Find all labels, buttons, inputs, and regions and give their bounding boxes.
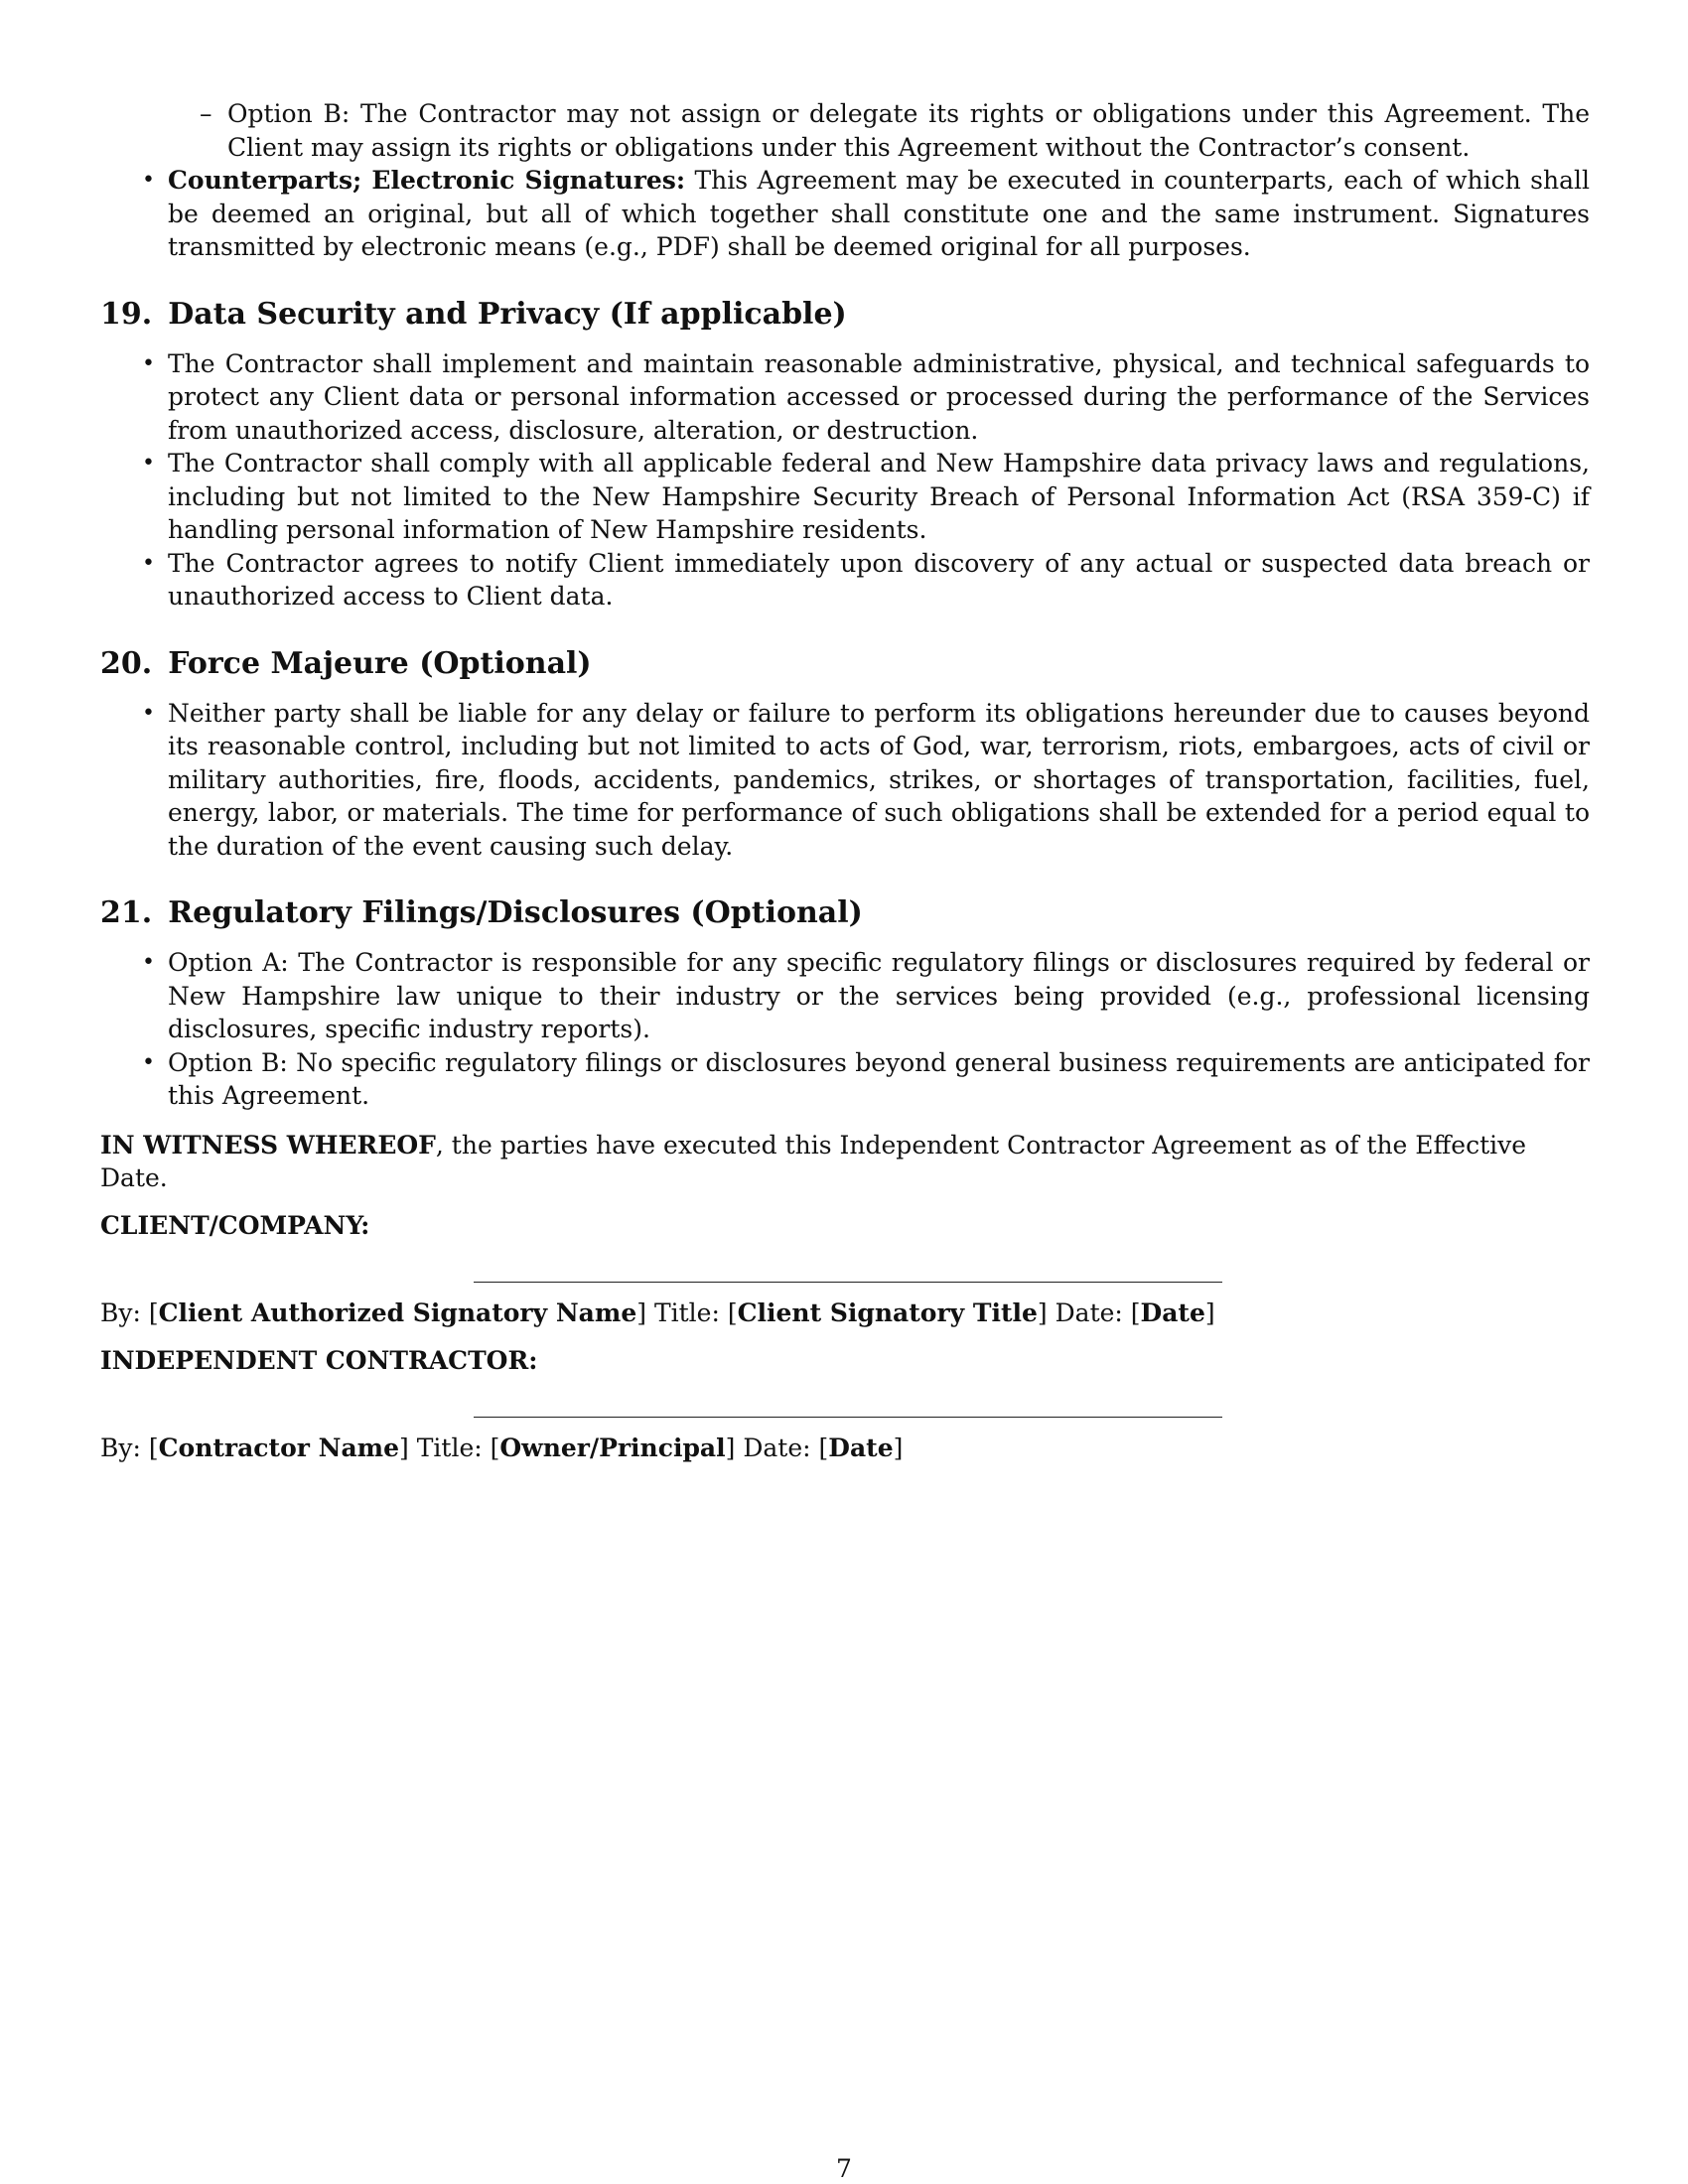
client-label: CLIENT/COMPANY: [100,1210,370,1240]
section-title: Regulatory Filings/Disclosures (Optional) [168,895,863,930]
date-label: Date: [735,1433,819,1462]
counterparts-text: This Agreement may be executed in counterparts, each of which shall be deemed an original, but all of which together shall constitute one and the same instrument. Signatures transmitted by electronic means (e.g., PDF) shall be deemed original for all purposes. [168,166,1590,261]
page-number: 7 [836,2154,852,2183]
bullet-marker: • [142,350,155,376]
date-label: Date: [1047,1298,1131,1327]
list-item [142,547,1590,614]
section-heading-21 [100,892,1590,934]
list-item-text: Option A: The Contractor is responsible for any specific regulatory filings or disclosures required by federal or New Hampshire law unique to their industry or the services being provided (e.g., professional licensing disclosures, specific industry reports). [168,948,1590,1043]
general-provisions-list [100,164,1590,264]
section-number: 19. [100,296,153,332]
witness-bold: IN WITNESS WHEREOF [100,1130,436,1160]
title-label: Title: [408,1433,491,1462]
list-item [142,164,1590,264]
section-20-list [100,697,1590,864]
section-heading-20 [100,643,1590,685]
witness-text: , the parties have executed this Independent Contractor Agreement as of the Effective Date. [100,1130,1527,1192]
section-heading-19 [100,294,1590,336]
section-number: 21. [100,895,153,930]
client-signatory-name: Client Authorized Signatory Name [158,1298,637,1327]
list-item [142,1046,1590,1113]
section-title: Data Security and Privacy (If applicable) [168,296,847,332]
contractor-label: INDEPENDENT CONTRACTOR: [100,1345,538,1375]
list-item [142,447,1590,547]
section-19-list [100,347,1590,614]
document-page [100,97,1590,1465]
list-item [142,347,1590,448]
contractor-name: Contractor Name [158,1433,400,1462]
list-item [142,697,1590,864]
title-label: Title: [646,1298,728,1327]
list-item-text: The Contractor agrees to notify Client immediately upon discovery of any actual or suspected data breach or unauthorized access to Client data. [168,548,1590,611]
section-title: Force Majeure (Optional) [168,645,592,681]
by-label: By: [100,1433,149,1462]
bullet-marker: • [142,700,155,726]
bullet-marker: • [142,1049,155,1075]
contractor-signature-line[interactable] [474,1417,1222,1418]
bullet-marker: • [142,550,155,576]
list-item-text: The Contractor shall comply with all applicable federal and New Hampshire data privacy laws and regulations, including but not limited to the New Hampshire Security Breach of Personal Information Act (RSA 359-C) if handling personal information of New Hampshire residents. [168,449,1590,544]
witness-clause [100,1129,1590,1195]
dash-marker: – [200,99,212,128]
list-item-text: Option B: No specific regulatory filings or disclosures beyond general business requirements are anticipated for this Agreement. [168,1047,1590,1110]
contractor-title: Owner/Principal [499,1433,726,1462]
option-b-text: Option B: The Contractor may not assign or delegate its rights or obligations under this Agreement. The Client may assign its rights or obligations under this Agreement without the Contractor’s consent. [227,99,1590,162]
bullet-marker: • [142,950,155,975]
client-signatory-title: Client Signatory Title [737,1298,1038,1327]
by-label: By: [100,1298,149,1327]
assignment-suboptions [100,97,1590,164]
contractor-date: Date [828,1433,894,1462]
bullet-marker: • [142,168,155,193]
section-number: 20. [100,645,153,681]
counterparts-label: Counterparts; Electronic Signatures: [168,166,686,195]
client-date: Date [1140,1298,1205,1327]
list-item-text: Neither party shall be liable for any delay or failure to perform its obligations hereunder due to causes beyond its reasonable control, including but not limited to acts of God, war, terrorism, riots, embargoes, acts of civil or military authorities, fire, floods, accidents, pandemics, strikes, or shortages of transportation, facilities, fuel, energy, labor, or materials. The time for performance of such obligations shall be extended for a period equal to the duration of the event causing such delay. [168,698,1590,861]
list-item [200,97,1590,164]
client-signature-line[interactable] [474,1282,1222,1283]
bullet-marker: • [142,451,155,476]
list-item [142,946,1590,1046]
list-item-text: The Contractor shall implement and maintain reasonable administrative, physical, and technical safeguards to protect any Client data or personal information accessed or processed during the performance of the Services from unauthorized access, disclosure, alteration, or destruction. [168,348,1590,445]
contractor-signature-row: By: [Contractor Name] Title: [Owner/Principal] Date: [Date] [100,1433,904,1462]
section-21-list [100,946,1590,1113]
client-signature-row: By: [Client Authorized Signatory Name] Title: [Client Signatory Title] Date: [Date] [100,1298,1215,1327]
